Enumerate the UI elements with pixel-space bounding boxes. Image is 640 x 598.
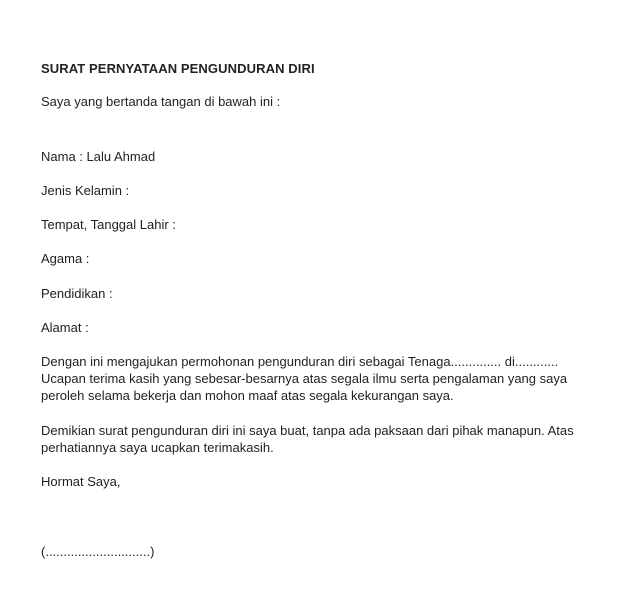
field-nama: Nama : Lalu Ahmad <box>41 149 156 164</box>
paragraph-request-line: Ucapan terima kasih yang sebesar-besarnya atas segala ilmu serta pengalaman yang saya <box>41 371 568 386</box>
paragraph-closing-statement <box>41 422 621 456</box>
intro-text: Saya yang bertanda tangan di bawah ini : <box>41 94 281 109</box>
signature-placeholder: (.............................) <box>41 544 155 559</box>
paragraph-request-line: peroleh selama bekerja dan mohon maaf atas segala kekurangan saya. <box>41 388 454 403</box>
letter-title: SURAT PERNYATAAN PENGUNDURAN DIRI <box>41 61 315 76</box>
paragraph-closing-line: Demikian surat pengunduran diri ini saya buat, tanpa ada paksaan dari pihak manapun. Atas <box>41 423 574 438</box>
closing-salutation: Hormat Saya, <box>41 474 121 489</box>
field-agama: Agama : <box>41 251 90 266</box>
field-alamat: Alamat : <box>41 320 89 335</box>
paragraph-request <box>41 353 621 404</box>
field-tempat-tanggal-lahir: Tempat, Tanggal Lahir : <box>41 217 176 232</box>
paragraph-request-line: Dengan ini mengajukan permohonan pengunduran diri sebagai Tenaga.............. di............ <box>41 354 559 369</box>
paragraph-closing-line: perhatiannya saya ucapkan terimakasih. <box>41 440 274 455</box>
field-jenis-kelamin: Jenis Kelamin : <box>41 183 130 198</box>
field-pendidikan: Pendidikan : <box>41 286 113 301</box>
